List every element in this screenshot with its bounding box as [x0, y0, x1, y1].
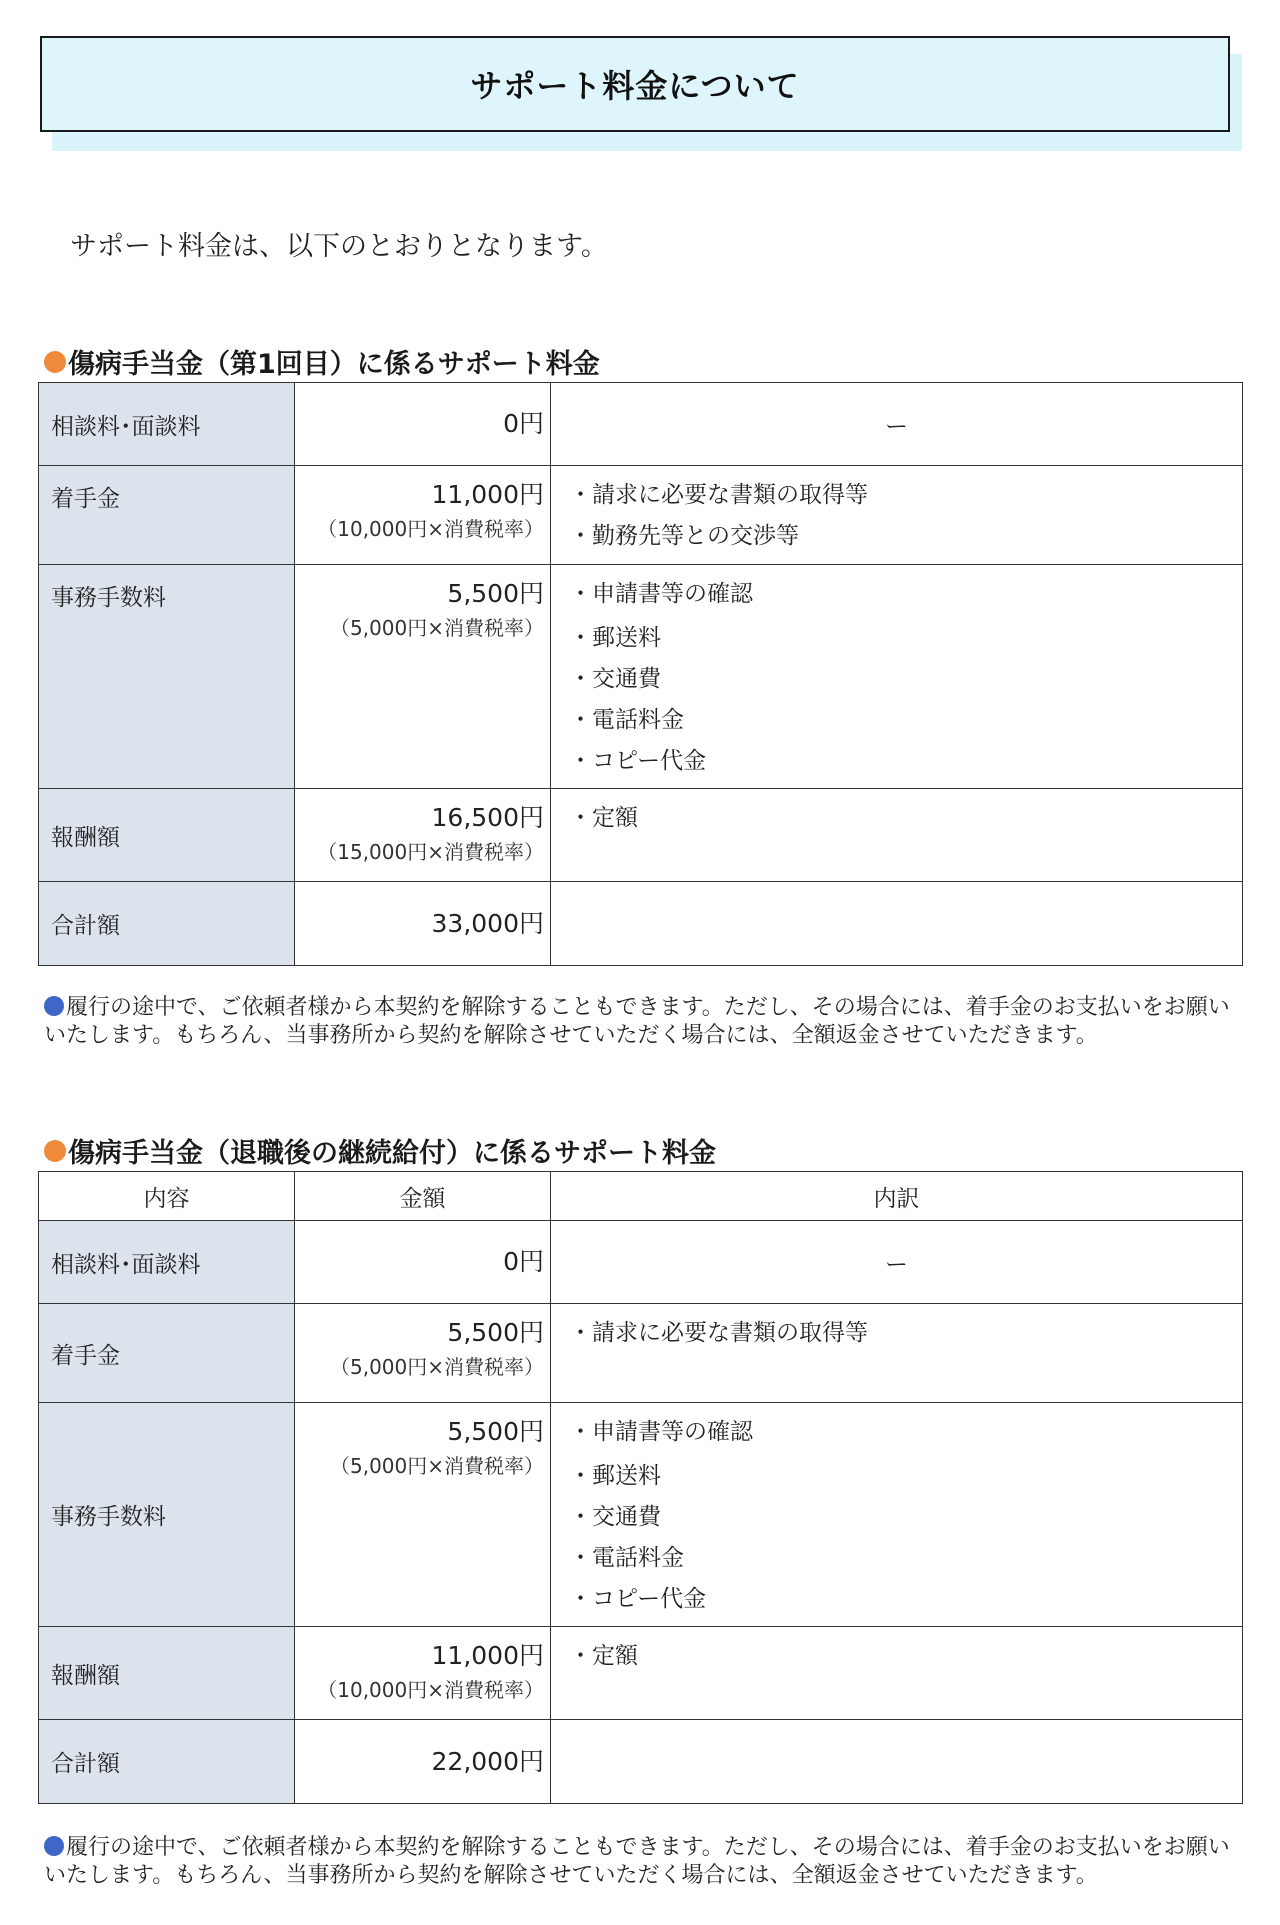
table-row	[39, 1627, 1243, 1720]
section2-heading	[44, 1131, 716, 1170]
amount-cell	[295, 1304, 551, 1403]
amount-breakdown: （10,000円×消費税率）	[317, 517, 544, 541]
amount-breakdown: （10,000円×消費税率）	[317, 1678, 544, 1702]
detail-item: ・コピー代金	[569, 748, 707, 774]
amount-value: 11,000円	[431, 1641, 544, 1670]
column-header-detail: 内訳	[551, 1172, 1243, 1221]
title-banner	[40, 36, 1242, 136]
section1-heading	[44, 342, 600, 381]
amount-cell	[295, 1221, 551, 1304]
amount-cell	[295, 789, 551, 882]
row-label: 報酬額	[39, 789, 295, 882]
detail-item: ・請求に必要な書類の取得等	[569, 482, 868, 508]
amount-cell	[295, 1403, 551, 1627]
table-row	[39, 466, 1243, 565]
row-label: 相談料･面談料	[39, 383, 295, 466]
table-row	[39, 789, 1243, 882]
column-header-amount: 金額	[295, 1172, 551, 1221]
detail-cell: ー	[551, 383, 1243, 466]
detail-cell	[551, 1403, 1243, 1627]
detail-cell	[551, 565, 1243, 789]
amount-cell	[295, 882, 551, 966]
section2-heading-text: 傷病手当金（退職後の継続給付）に係るサポート料金	[68, 1138, 716, 1169]
detail-item: ・交通費	[569, 666, 661, 692]
detail-cell	[551, 1304, 1243, 1403]
amount-value: 11,000円	[431, 480, 544, 509]
section1-fee-table	[38, 382, 1243, 966]
row-label: 着手金	[39, 466, 295, 565]
detail-cell	[551, 789, 1243, 882]
table-header-row	[39, 1172, 1243, 1221]
detail-cell: ー	[551, 1221, 1243, 1304]
row-label: 合計額	[39, 1720, 295, 1804]
amount-value: 0円	[503, 1247, 544, 1276]
row-label: 相談料･面談料	[39, 1221, 295, 1304]
total-amount: 22,000円	[431, 1746, 544, 1776]
table-row	[39, 1403, 1243, 1627]
detail-item: ・申請書等の確認	[569, 581, 753, 607]
amount-breakdown: （5,000円×消費税率）	[329, 1454, 544, 1478]
detail-item: ・申請書等の確認	[569, 1419, 753, 1445]
section2-fee-table	[38, 1171, 1243, 1804]
intro-text: サポート料金は、以下のとおりとなります。	[70, 231, 608, 262]
detail-item: ・コピー代金	[569, 1586, 707, 1612]
amount-value: 5,500円	[447, 579, 544, 608]
detail-cell	[551, 882, 1243, 966]
total-amount: 33,000円	[431, 908, 544, 938]
amount-cell	[295, 1720, 551, 1804]
row-label: 事務手数料	[39, 565, 295, 789]
section2-note	[44, 1834, 1244, 1890]
detail-cell	[551, 466, 1243, 565]
orange-bullet-icon	[44, 351, 66, 373]
table-row	[39, 565, 1243, 789]
amount-cell	[295, 383, 551, 466]
amount-value: 16,500円	[431, 803, 544, 832]
detail-item: ・勤務先等との交渉等	[569, 523, 799, 549]
section1-note-text: 履行の途中で、ご依頼者様から本契約を解除することもできます。ただし、その場合には、着手金のお支払いをお願いいたします。もちろん、当事務所から契約を解除させていただく場合には、全額返金させていただきます。	[44, 995, 1230, 1048]
section1-note	[44, 994, 1244, 1050]
detail-item: ・定額	[569, 805, 638, 831]
detail-item: ・電話料金	[569, 1545, 684, 1571]
column-header-content: 内容	[39, 1172, 295, 1221]
orange-bullet-icon	[44, 1140, 66, 1162]
table-row	[39, 1720, 1243, 1804]
detail-item: ・交通費	[569, 1504, 661, 1530]
table-row	[39, 1304, 1243, 1403]
section2-note-text: 履行の途中で、ご依頼者様から本契約を解除することもできます。ただし、その場合には、着手金のお支払いをお願いいたします。もちろん、当事務所から契約を解除させていただく場合には、全額返金させていただきます。	[44, 1835, 1230, 1888]
blue-bullet-icon	[44, 996, 64, 1016]
section1-heading-text: 傷病手当金（第1回目）に係るサポート料金	[68, 349, 600, 380]
amount-cell	[295, 1627, 551, 1720]
amount-cell	[295, 466, 551, 565]
amount-breakdown: （5,000円×消費税率）	[329, 616, 544, 640]
detail-item: ・郵送料	[569, 1463, 661, 1489]
detail-item: ・電話料金	[569, 707, 684, 733]
detail-item: ・請求に必要な書類の取得等	[569, 1320, 868, 1346]
detail-cell	[551, 1627, 1243, 1720]
table-row	[39, 1221, 1243, 1304]
amount-breakdown: （15,000円×消費税率）	[317, 840, 544, 864]
amount-value: 0円	[503, 409, 544, 438]
amount-value: 5,500円	[447, 1417, 544, 1446]
amount-value: 5,500円	[447, 1318, 544, 1347]
detail-cell	[551, 1720, 1243, 1804]
detail-item: ・定額	[569, 1643, 638, 1669]
page-title: サポート料金について	[40, 36, 1230, 132]
blue-bullet-icon	[44, 1836, 64, 1856]
amount-cell	[295, 565, 551, 789]
row-label: 着手金	[39, 1304, 295, 1403]
table-row	[39, 882, 1243, 966]
row-label: 事務手数料	[39, 1403, 295, 1627]
detail-item: ・郵送料	[569, 625, 661, 651]
table-row	[39, 383, 1243, 466]
row-label: 報酬額	[39, 1627, 295, 1720]
row-label: 合計額	[39, 882, 295, 966]
amount-breakdown: （5,000円×消費税率）	[329, 1355, 544, 1379]
